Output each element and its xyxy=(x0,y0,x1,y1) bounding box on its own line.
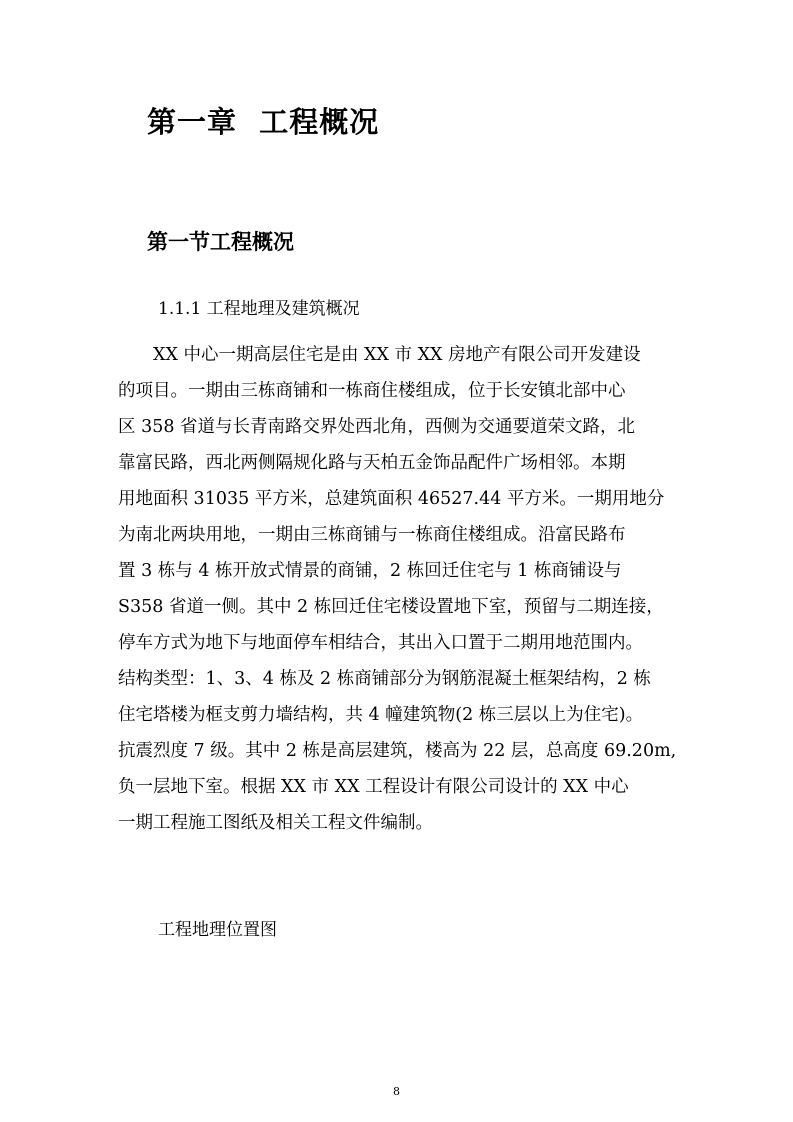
paragraph-line: 停车方式为地下与地面停车相结合，其出入口置于二期用地范围内。 xyxy=(118,633,643,653)
paragraph-line: 结构类型：1、3、4 栋及 2 栋商铺部分为钢筋混凝土框架结构，2 栋 xyxy=(118,669,651,689)
paragraph-line: 一期工程施工图纸及相关工程文件编制。 xyxy=(118,813,433,833)
paragraph-line: 的项目。一期由三栋商铺和一栋商住楼组成，位于长安镇北部中心 xyxy=(118,381,626,401)
paragraph-line: XX 中心一期高层住宅是由 XX 市 XX 房地产有限公司开发建设 xyxy=(118,345,641,365)
page-number: 8 xyxy=(393,1085,400,1098)
paragraph-line: 置 3 栋与 4 栋开放式情景的商铺，2 栋回迁住宅与 1 栋商铺设与 xyxy=(118,561,622,581)
paragraph-line: 区 358 省道与长青南路交界处西北角，西侧为交通要道荣文路，北 xyxy=(118,417,636,437)
chapter-title: 第一章 工程概况 xyxy=(147,105,380,139)
paragraph-line: 为南北两块用地，一期由三栋商铺与一栋商住楼组成。沿富民路布 xyxy=(118,525,626,545)
paragraph-line: S358 省道一侧。其中 2 栋回迁住宅楼设置地下室，预留与二期连接， xyxy=(118,597,664,617)
paragraph-line: 负一层地下室。根据 XX 市 XX 工程设计有限公司设计的 XX 中心 xyxy=(118,777,629,797)
paragraph-line: 抗震烈度 7 级。其中 2 栋是高层建筑，楼高为 22 层，总高度 69.20m, xyxy=(118,741,677,761)
figure-caption: 工程地理位置图 xyxy=(158,920,277,940)
section-title: 第一节工程概况 xyxy=(147,230,294,254)
paragraph-line: 用地面积 31035 平方米，总建筑面积 46527.44 平方米。一期用地分 xyxy=(118,489,665,509)
subsection-title: 1.1.1 工程地理及建筑概况 xyxy=(158,299,360,319)
paragraph-line: 靠富民路，西北两侧隔规化路与天柏五金饰品配件广场相邻。本期 xyxy=(118,453,626,473)
body-paragraph xyxy=(118,337,708,841)
paragraph-line: 住宅塔楼为框支剪力墙结构，共 4 幢建筑物(2 栋三层以上为住宅)。 xyxy=(118,705,644,725)
